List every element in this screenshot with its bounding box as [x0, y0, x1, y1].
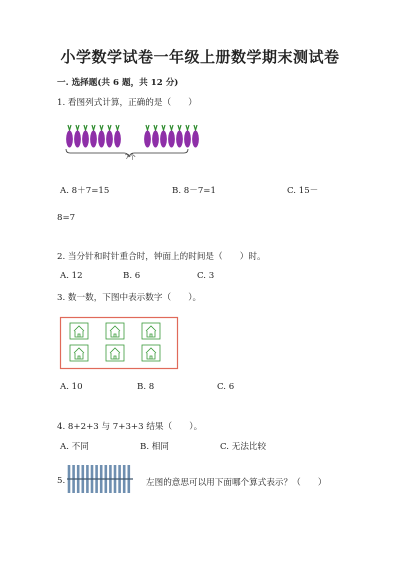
eggplant-icon: [98, 125, 105, 148]
eggplant-icon: [176, 125, 183, 148]
house-icon: [106, 345, 124, 361]
q4-option-b: B. 相同: [140, 442, 169, 452]
eggplant-icon: [114, 125, 121, 148]
eggplant-icon: [82, 125, 89, 148]
eggplant-icon: [106, 125, 113, 148]
eggplant-icon: [152, 125, 159, 148]
q4-option-c: C. 无法比较: [220, 442, 267, 452]
house-icon: [70, 345, 88, 361]
question-5-number: 5.: [57, 476, 66, 486]
eggplant-icon: [184, 125, 191, 148]
house-icon: [142, 323, 160, 339]
figure-label: 7个: [125, 153, 136, 161]
house-figure: [60, 317, 178, 369]
eggplant-icon: [90, 125, 97, 148]
eggplant-icon: [168, 125, 175, 148]
q3-option-c: C. 6: [217, 382, 235, 392]
q2-option-b: B. 6: [123, 271, 141, 281]
eggplant-icon: [192, 125, 199, 148]
q3-option-b: B. 8: [137, 382, 155, 392]
q2-option-c: C. 3: [197, 271, 215, 281]
question-2-stem: 2. 当分针和时针重合时，钟面上的时间是（ ）时。: [57, 252, 266, 262]
q1-option-c: C. 15－: [287, 186, 319, 196]
q3-option-a: A. 10: [60, 382, 83, 392]
question-3-stem: 3. 数一数，下图中表示数字（ ）。: [57, 293, 202, 303]
q1-option-a: A. 8＋7=15: [60, 186, 110, 196]
q2-option-a: A. 12: [60, 271, 83, 281]
house-icon: [106, 323, 124, 339]
q4-option-a: A. 不同: [60, 442, 89, 452]
section-heading: 一. 选择题(共 6 题，共 12 分): [57, 78, 179, 88]
eggplant-icon: [144, 125, 151, 148]
eggplant-icon: [66, 125, 73, 148]
page-title: 小学数学试卷一年级上册数学期末测试卷: [60, 48, 340, 66]
question-1-stem: 1. 看图列式计算，正确的是（ ）: [57, 98, 197, 108]
q1-option-b: B. 8－7=1: [172, 186, 216, 196]
eggplant-icon: [74, 125, 81, 148]
house-icon: [70, 323, 88, 339]
q1-option-c-continued: 8=7: [57, 213, 76, 223]
question-4-stem: 4. 8+2+3 与 7+3+3 结果（ ）。: [57, 422, 203, 432]
stick-bundle-figure: [67, 463, 137, 497]
eggplant-icon: [160, 125, 167, 148]
question-5-stem: 左图的意思可以用下面哪个算式表示？（ ）: [146, 478, 327, 488]
house-icon: [142, 345, 160, 361]
